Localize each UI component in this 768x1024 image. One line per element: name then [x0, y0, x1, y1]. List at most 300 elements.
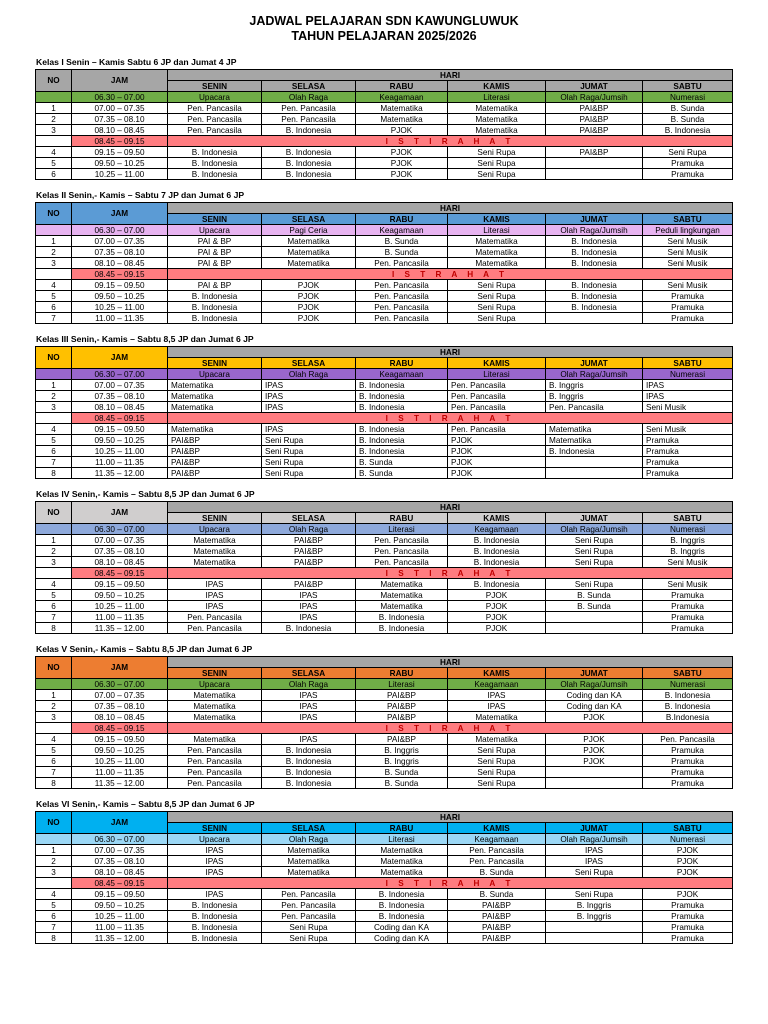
period-time: 09.50 – 10.25 — [72, 745, 168, 756]
subject-cell: Pramuka — [643, 435, 733, 446]
subject-cell: Olah Raga — [262, 524, 356, 535]
subject-cell: Literasi — [448, 369, 546, 380]
period-number: 1 — [36, 380, 72, 391]
subject-cell: Seni Rupa — [262, 435, 356, 446]
period-time: 07.35 – 08.10 — [72, 701, 168, 712]
period-time: 07.35 – 08.10 — [72, 546, 168, 557]
subject-cell: Pramuka — [643, 911, 733, 922]
subject-cell: Peduli lingkungan — [643, 225, 733, 236]
subject-cell: Pen. Pancasila — [448, 402, 546, 413]
subject-cell: Pen. Pancasila — [448, 856, 546, 867]
subject-cell: PJOK — [643, 856, 733, 867]
subject-cell: PAI&BP — [168, 446, 262, 457]
break-label: I S T I R A H A T — [168, 878, 733, 889]
subject-cell: IPAS — [643, 380, 733, 391]
no-header: NO — [36, 347, 72, 369]
subject-cell: Matematika — [262, 845, 356, 856]
period-time: 07.35 – 08.10 — [72, 114, 168, 125]
period-time: 06.30 – 07.00 — [72, 369, 168, 380]
subject-cell: Matematika — [546, 435, 643, 446]
subject-cell: Seni Rupa — [448, 313, 546, 324]
day-header-senin: SENIN — [168, 214, 262, 225]
subject-cell: Pramuka — [643, 313, 733, 324]
subject-cell: B. Indonesia — [546, 302, 643, 313]
subject-cell: Upacara — [168, 225, 262, 236]
header-row — [36, 347, 733, 358]
period-time: 08.10 – 08.45 — [72, 258, 168, 269]
subject-cell: B. Indonesia — [356, 911, 448, 922]
period-number — [36, 369, 72, 380]
subject-cell: Matematika — [356, 845, 448, 856]
subject-cell: B. Indonesia — [356, 623, 448, 634]
subject-cell: PJOK — [546, 712, 643, 723]
period-time: 09.15 – 09.50 — [72, 734, 168, 745]
subject-cell: IPAS — [262, 701, 356, 712]
subject-cell: B. Indonesia — [168, 291, 262, 302]
document-title: JADWAL PELAJARAN SDN KAWUNGLUWUK — [249, 14, 519, 28]
subject-cell: Olah Raga/Jumsih — [546, 92, 643, 103]
subject-cell: Pen. Pancasila — [168, 125, 262, 136]
lesson-row — [36, 889, 733, 900]
subject-cell: Pen. Pancasila — [168, 103, 262, 114]
subject-cell: B. Indonesia — [356, 889, 448, 900]
subject-cell: Seni Rupa — [546, 867, 643, 878]
subject-cell: IPAS — [262, 424, 356, 435]
subject-cell: Olah Raga — [262, 834, 356, 845]
lesson-row — [36, 557, 733, 568]
subject-cell: PJOK — [448, 623, 546, 634]
subject-cell: Pen. Pancasila — [168, 756, 262, 767]
day-header-sabtu: SABTU — [643, 81, 733, 92]
period-number: 4 — [36, 579, 72, 590]
subject-cell: Keagamaan — [356, 92, 448, 103]
subject-cell — [546, 169, 643, 180]
subject-cell: Olah Raga/Jumsih — [546, 369, 643, 380]
subject-cell: Upacara — [168, 92, 262, 103]
subject-cell: B. Inggris — [546, 391, 643, 402]
period-time: 06.30 – 07.00 — [72, 92, 168, 103]
subject-cell: Matematika — [262, 236, 356, 247]
subject-cell: PAI&BP — [262, 557, 356, 568]
subject-cell: Matematika — [262, 258, 356, 269]
period-number: 7 — [36, 457, 72, 468]
subject-cell: Pen. Pancasila — [356, 258, 448, 269]
opening-activity-row — [36, 225, 733, 236]
document-subtitle: TAHUN PELAJARAN 2025/2026 — [291, 29, 477, 43]
period-number: 6 — [36, 911, 72, 922]
subject-cell: Seni Rupa — [448, 756, 546, 767]
subject-cell: Matematika — [168, 402, 262, 413]
subject-cell: PAI&BP — [546, 103, 643, 114]
subject-cell: B. Inggris — [546, 911, 643, 922]
day-header-kamis: KAMIS — [448, 214, 546, 225]
subject-cell: Seni Rupa — [546, 579, 643, 590]
subject-cell: IPAS — [168, 845, 262, 856]
period-number: 4 — [36, 280, 72, 291]
subject-cell: PJOK — [643, 867, 733, 878]
subject-cell: B. Indonesia — [356, 402, 448, 413]
subject-cell: B. Indonesia — [262, 158, 356, 169]
header-row — [36, 812, 733, 823]
subject-cell: B. Indonesia — [643, 125, 733, 136]
subject-cell: Olah Raga — [262, 679, 356, 690]
class-section-label: Kelas I Senin – Kamis Sabtu 6 JP dan Jumat 4 JP — [36, 57, 237, 67]
subject-cell: B. Indonesia — [546, 258, 643, 269]
subject-cell: IPAS — [262, 690, 356, 701]
break-row — [36, 413, 733, 424]
period-time: 11.35 – 12.00 — [72, 623, 168, 634]
subject-cell: IPAS — [448, 690, 546, 701]
period-time: 08.10 – 08.45 — [72, 402, 168, 413]
subject-cell: B. Indonesia — [262, 147, 356, 158]
period-number: 2 — [36, 247, 72, 258]
lesson-row — [36, 767, 733, 778]
lesson-row — [36, 911, 733, 922]
period-time: 11.35 – 12.00 — [72, 933, 168, 944]
day-header-selasa: SELASA — [262, 81, 356, 92]
subject-cell: Pen. Pancasila — [262, 114, 356, 125]
period-time: 10.25 – 11.00 — [72, 446, 168, 457]
opening-activity-row — [36, 369, 733, 380]
period-time: 10.25 – 11.00 — [72, 756, 168, 767]
subject-cell: PJOK — [262, 313, 356, 324]
subject-cell: B. Indonesia — [356, 900, 448, 911]
subject-cell: PAI&BP — [448, 900, 546, 911]
subject-cell: B. Indonesia — [356, 391, 448, 402]
subject-cell: B. Inggris — [643, 546, 733, 557]
subject-cell: Literasi — [356, 834, 448, 845]
subject-cell: PAI&BP — [546, 114, 643, 125]
subject-cell: B. Indonesia — [168, 147, 262, 158]
break-time-cell: 08.45 – 09.15 — [72, 269, 168, 280]
subject-cell: Pramuka — [643, 612, 733, 623]
subject-cell: Matematika — [168, 546, 262, 557]
subject-cell: Olah Raga/Jumsih — [546, 225, 643, 236]
period-time: 11.35 – 12.00 — [72, 468, 168, 479]
subject-cell: B. Sunda — [356, 778, 448, 789]
period-number: 1 — [36, 103, 72, 114]
day-header-senin: SENIN — [168, 358, 262, 369]
subject-cell: Coding dan KA — [356, 922, 448, 933]
lesson-row — [36, 468, 733, 479]
subject-cell: Keagamaan — [356, 369, 448, 380]
period-number: 2 — [36, 546, 72, 557]
subject-cell: Upacara — [168, 679, 262, 690]
subject-cell: IPAS — [262, 380, 356, 391]
class-schedule-table — [35, 202, 733, 324]
subject-cell: Seni Rupa — [262, 933, 356, 944]
lesson-row — [36, 435, 733, 446]
subject-cell: Pramuka — [643, 756, 733, 767]
subject-cell: Pramuka — [643, 169, 733, 180]
subject-cell: B. Indonesia — [168, 302, 262, 313]
jam-header: JAM — [72, 347, 168, 369]
subject-cell: Pen. Pancasila — [356, 313, 448, 324]
break-label: I S T R A H A T — [168, 269, 733, 280]
subject-cell: B. Indonesia — [546, 446, 643, 457]
break-time-cell: 08.45 – 09.15 — [72, 413, 168, 424]
day-header-rabu: RABU — [356, 81, 448, 92]
subject-cell: PAI&BP — [448, 933, 546, 944]
subject-cell: PAI&BP — [356, 701, 448, 712]
subject-cell: Matematika — [168, 380, 262, 391]
subject-cell: Numerasi — [643, 369, 733, 380]
subject-cell: Pen. Pancasila — [262, 103, 356, 114]
jam-header: JAM — [72, 502, 168, 524]
subject-cell: Pramuka — [643, 590, 733, 601]
subject-cell: Matematika — [356, 601, 448, 612]
subject-cell: Olah Raga — [262, 92, 356, 103]
subject-cell: B. Indonesia — [356, 424, 448, 435]
subject-cell: PAI&BP — [262, 579, 356, 590]
subject-cell: B. Indonesia — [643, 690, 733, 701]
lesson-row — [36, 856, 733, 867]
break-no-cell — [36, 723, 72, 734]
period-time: 11.00 – 11.35 — [72, 457, 168, 468]
jam-header: JAM — [72, 812, 168, 834]
subject-cell: Pramuka — [643, 900, 733, 911]
subject-cell: IPAS — [546, 856, 643, 867]
period-number: 4 — [36, 889, 72, 900]
period-number: 7 — [36, 313, 72, 324]
subject-cell: PAI&BP — [168, 468, 262, 479]
subject-cell: Keagamaan — [448, 679, 546, 690]
period-number: 6 — [36, 601, 72, 612]
subject-cell: PJOK — [448, 457, 546, 468]
subject-cell: B. Sunda — [546, 590, 643, 601]
subject-cell: B. Indonesia — [168, 933, 262, 944]
subject-cell: Pen. Pancasila — [168, 778, 262, 789]
period-time: 09.15 – 09.50 — [72, 889, 168, 900]
subject-cell: B. Inggris — [643, 535, 733, 546]
lesson-row — [36, 756, 733, 767]
subject-cell: Coding dan KA — [356, 933, 448, 944]
subject-cell — [546, 767, 643, 778]
subject-cell: PAI & BP — [168, 258, 262, 269]
period-number: 5 — [36, 590, 72, 601]
subject-cell: PAI&BP — [168, 457, 262, 468]
subject-cell: PJOK — [356, 147, 448, 158]
subject-cell: PJOK — [262, 280, 356, 291]
subject-cell: B. Indonesia — [356, 446, 448, 457]
period-number: 3 — [36, 867, 72, 878]
lesson-row — [36, 701, 733, 712]
break-label: I S T I R A H A T — [168, 413, 733, 424]
hari-header: HARI — [168, 203, 733, 214]
subject-cell: IPAS — [168, 579, 262, 590]
subject-cell: B. Indonesia — [168, 313, 262, 324]
period-number: 3 — [36, 712, 72, 723]
subject-cell: PJOK — [448, 446, 546, 457]
period-time: 07.00 – 07.35 — [72, 380, 168, 391]
day-header-rabu: RABU — [356, 668, 448, 679]
subject-cell: Pramuka — [643, 922, 733, 933]
subject-cell: B. Indonesia — [168, 169, 262, 180]
day-header-senin: SENIN — [168, 668, 262, 679]
subject-cell: Pagi Ceria — [262, 225, 356, 236]
subject-cell: IPAS — [168, 889, 262, 900]
lesson-row — [36, 778, 733, 789]
subject-cell: PAI & BP — [168, 236, 262, 247]
subject-cell: Matematika — [448, 114, 546, 125]
day-header-sabtu: SABTU — [643, 358, 733, 369]
break-row — [36, 723, 733, 734]
lesson-row — [36, 158, 733, 169]
jam-header: JAM — [72, 70, 168, 92]
subject-cell — [546, 778, 643, 789]
subject-cell: Numerasi — [643, 834, 733, 845]
subject-cell: PJOK — [262, 302, 356, 313]
period-time: 11.00 – 11.35 — [72, 612, 168, 623]
subject-cell: Pramuka — [643, 302, 733, 313]
class-schedule-table — [35, 656, 733, 789]
period-number: 8 — [36, 468, 72, 479]
subject-cell: B.Indonesia — [643, 712, 733, 723]
period-time: 09.50 – 10.25 — [72, 291, 168, 302]
subject-cell: Olah Raga/Jumsih — [546, 524, 643, 535]
period-time: 07.35 – 08.10 — [72, 391, 168, 402]
period-number: 7 — [36, 922, 72, 933]
subject-cell: IPAS — [262, 734, 356, 745]
subject-cell — [546, 623, 643, 634]
opening-activity-row — [36, 679, 733, 690]
hari-header: HARI — [168, 657, 733, 668]
subject-cell: Literasi — [448, 225, 546, 236]
subject-cell: Upacara — [168, 524, 262, 535]
subject-cell: PJOK — [448, 601, 546, 612]
subject-cell: Numerasi — [643, 679, 733, 690]
class-section-label: Kelas V Senin,- Kamis – Sabtu 8,5 JP dan Jumat 6 JP — [36, 644, 253, 654]
subject-cell: IPAS — [448, 701, 546, 712]
subject-cell: PJOK — [448, 590, 546, 601]
subject-cell: Pen. Pancasila — [356, 280, 448, 291]
period-time: 06.30 – 07.00 — [72, 679, 168, 690]
subject-cell: B. Sunda — [356, 468, 448, 479]
subject-cell: Olah Raga/Jumsih — [546, 679, 643, 690]
subject-cell: PAI&BP — [356, 712, 448, 723]
subject-cell: Pen. Pancasila — [262, 911, 356, 922]
subject-cell: Pramuka — [643, 767, 733, 778]
period-number: 6 — [36, 302, 72, 313]
lesson-row — [36, 291, 733, 302]
subject-cell: PJOK — [448, 468, 546, 479]
subject-cell: B. Indonesia — [356, 612, 448, 623]
day-header-selasa: SELASA — [262, 358, 356, 369]
subject-cell: IPAS — [262, 402, 356, 413]
subject-cell — [546, 468, 643, 479]
lesson-row — [36, 280, 733, 291]
period-time: 08.10 – 08.45 — [72, 867, 168, 878]
subject-cell: Pramuka — [643, 158, 733, 169]
break-no-cell — [36, 136, 72, 147]
subject-cell: Seni Musik — [643, 280, 733, 291]
period-number: 1 — [36, 845, 72, 856]
break-label: I S T I R A H A T — [168, 136, 733, 147]
lesson-row — [36, 690, 733, 701]
subject-cell: Matematika — [448, 236, 546, 247]
subject-cell: Pramuka — [643, 291, 733, 302]
subject-cell: Seni Rupa — [262, 446, 356, 457]
subject-cell: Matematika — [168, 701, 262, 712]
subject-cell: Literasi — [356, 679, 448, 690]
class-schedule-table — [35, 69, 733, 180]
subject-cell: PJOK — [546, 756, 643, 767]
subject-cell: Seni Rupa — [262, 468, 356, 479]
lesson-row — [36, 457, 733, 468]
opening-activity-row — [36, 834, 733, 845]
subject-cell: Seni Rupa — [546, 546, 643, 557]
header-row — [36, 70, 733, 81]
subject-cell: Matematika — [168, 424, 262, 435]
subject-cell: Matematika — [168, 712, 262, 723]
break-time-cell: 08.45 – 09.15 — [72, 723, 168, 734]
subject-cell: B. Sunda — [356, 247, 448, 258]
subject-cell: Seni Rupa — [546, 557, 643, 568]
subject-cell: IPAS — [262, 391, 356, 402]
period-number: 2 — [36, 114, 72, 125]
lesson-row — [36, 147, 733, 158]
period-time: 07.00 – 07.35 — [72, 103, 168, 114]
subject-cell: B. Indonesia — [546, 236, 643, 247]
period-number: 7 — [36, 767, 72, 778]
subject-cell: Seni Rupa — [448, 147, 546, 158]
header-row — [36, 657, 733, 668]
subject-cell: PAI&BP — [448, 922, 546, 933]
subject-cell: B. Indonesia — [546, 291, 643, 302]
day-header-sabtu: SABTU — [643, 214, 733, 225]
break-no-cell — [36, 269, 72, 280]
hari-header: HARI — [168, 502, 733, 513]
hari-header: HARI — [168, 812, 733, 823]
day-header-kamis: KAMIS — [448, 513, 546, 524]
subject-cell: B. Indonesia — [448, 535, 546, 546]
break-no-cell — [36, 568, 72, 579]
subject-cell: B. Indonesia — [262, 767, 356, 778]
subject-cell: B. Indonesia — [168, 911, 262, 922]
subject-cell: Seni Rupa — [643, 147, 733, 158]
period-number — [36, 834, 72, 845]
subject-cell: Pen. Pancasila — [168, 612, 262, 623]
subject-cell: Pen. Pancasila — [356, 557, 448, 568]
period-time: 11.00 – 11.35 — [72, 767, 168, 778]
subject-cell: B. Indonesia — [262, 745, 356, 756]
period-number: 3 — [36, 258, 72, 269]
subject-cell: Numerasi — [643, 92, 733, 103]
class-schedule-table — [35, 346, 733, 479]
day-header-selasa: SELASA — [262, 823, 356, 834]
subject-cell: Pramuka — [643, 745, 733, 756]
subject-cell: Matematika — [356, 867, 448, 878]
lesson-row — [36, 922, 733, 933]
subject-cell: B. Sunda — [356, 236, 448, 247]
subject-cell: Seni Musik — [643, 557, 733, 568]
subject-cell: B. Indonesia — [448, 546, 546, 557]
subject-cell: B. Indonesia — [262, 125, 356, 136]
lesson-row — [36, 446, 733, 457]
subject-cell: Seni Rupa — [448, 767, 546, 778]
subject-cell: Pen. Pancasila — [262, 900, 356, 911]
subject-cell: Matematika — [356, 579, 448, 590]
period-number: 6 — [36, 446, 72, 457]
lesson-row — [36, 424, 733, 435]
subject-cell: Seni Musik — [643, 247, 733, 258]
no-header: NO — [36, 812, 72, 834]
subject-cell: Pramuka — [643, 933, 733, 944]
break-label: I S T I R A H A T — [168, 568, 733, 579]
subject-cell: B. Indonesia — [168, 158, 262, 169]
subject-cell: B. Indonesia — [262, 623, 356, 634]
day-header-selasa: SELASA — [262, 214, 356, 225]
